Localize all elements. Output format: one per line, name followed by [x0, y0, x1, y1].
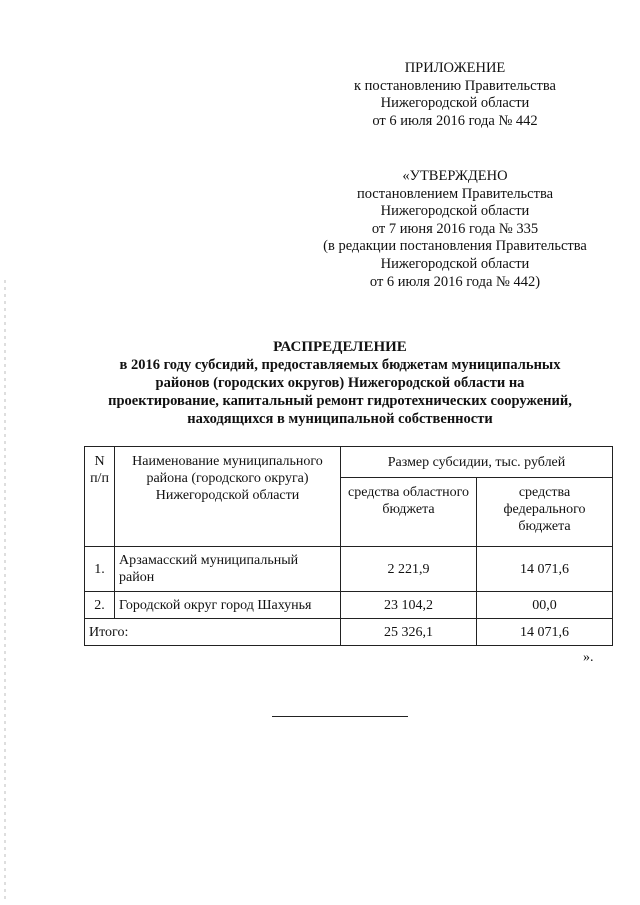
row-name: Городской округ город Шахунья	[115, 592, 341, 619]
header-subsidy-size: Размер субсидии, тыс. рублей	[341, 447, 613, 478]
approval-title: «УТВЕРЖДЕНО	[402, 168, 508, 184]
appendix-block	[330, 60, 580, 130]
footer-separator-line	[272, 716, 408, 717]
header-federal-budget: средства федерального бюджета	[477, 478, 613, 547]
row-federal-value: 14 071,6	[477, 547, 613, 592]
heading-title: РАСПРЕДЕЛЕНИЕ	[273, 339, 407, 355]
approval-line: постановлением Правительства	[356, 185, 554, 202]
table-row	[85, 547, 613, 592]
appendix-line: Нижегородской области	[380, 95, 530, 112]
subsidy-table	[84, 446, 613, 646]
table-total-row	[85, 619, 613, 646]
row-federal-value: 00,0	[477, 592, 613, 619]
row-number: 1.	[85, 547, 115, 592]
approval-line: (в редакции постановления Правительства	[323, 238, 587, 255]
total-regional-value: 25 326,1	[341, 619, 477, 646]
appendix-title: ПРИЛОЖЕНИЕ	[404, 60, 506, 76]
total-federal-value: 14 071,6	[477, 619, 613, 646]
approval-line: Нижегородской области	[380, 255, 530, 272]
table-row	[85, 592, 613, 619]
document-heading	[80, 338, 600, 428]
total-label: Итого:	[85, 619, 341, 646]
approval-line: Нижегородской области	[380, 203, 530, 220]
approval-block	[300, 168, 610, 291]
heading-line: районов (городских округов) Нижегородской области на	[155, 375, 525, 391]
appendix-line: от 6 июля 2016 года № 442	[372, 112, 538, 129]
row-number: 2.	[85, 592, 115, 619]
row-regional-value: 2 221,9	[341, 547, 477, 592]
closing-quote-mark: ».	[583, 650, 594, 665]
approval-line: от 7 июня 2016 года № 335	[371, 220, 539, 237]
scan-edge-artifact	[4, 280, 6, 900]
row-regional-value: 23 104,2	[341, 592, 477, 619]
row-name: Арзамасский муниципальный район	[115, 547, 341, 592]
header-regional-budget: средства областного бюджета	[341, 478, 477, 547]
heading-line: в 2016 году субсидий, предоставляемых бюджетам муниципальных	[119, 357, 561, 373]
table-header-row	[85, 447, 613, 478]
header-number: N п/п	[85, 447, 115, 547]
heading-line: находящихся в муниципальной собственности	[187, 411, 493, 427]
approval-line: от 6 июля 2016 года № 442)	[369, 273, 541, 290]
header-name: Наименование муниципального района (городского округа) Нижегородской области	[115, 447, 341, 547]
heading-line: проектирование, капитальный ремонт гидротехнических сооружений,	[108, 393, 572, 409]
appendix-line: к постановлению Правительства	[354, 77, 556, 94]
